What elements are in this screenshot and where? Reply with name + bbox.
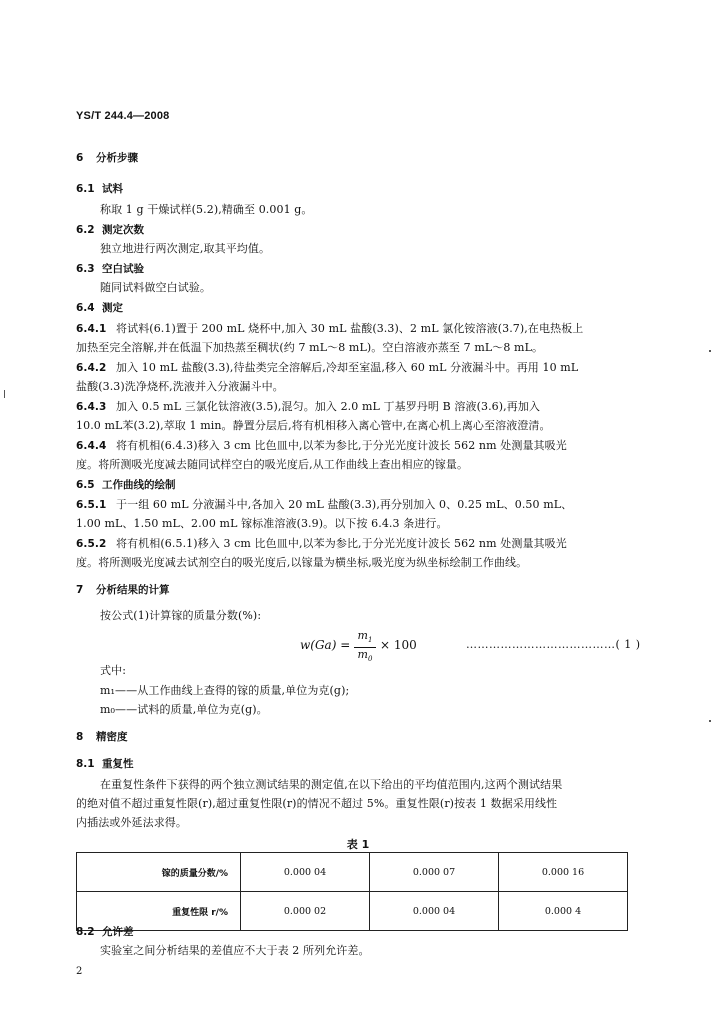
section-number: 8.2	[76, 926, 95, 938]
section-number: 6.2	[76, 224, 95, 236]
numerator-symbol: m	[357, 629, 368, 642]
section-6-4-2-line-1	[76, 361, 578, 375]
section-number: 6.1	[76, 183, 95, 195]
section-number: 6.4.2	[76, 362, 107, 374]
section-6-5-heading	[76, 478, 176, 492]
section-title: 精密度	[96, 731, 128, 743]
section-6-5-2-line-1	[76, 537, 567, 551]
table-cell: 0.000 4	[499, 892, 628, 931]
section-6-2-text: 独立地进行两次测定,取其平均值。	[100, 242, 271, 255]
section-8-2-text: 实验室之间分析结果的差值应不大于表 2 所列允许差。	[100, 944, 370, 957]
section-title: 分析结果的计算	[96, 584, 170, 596]
section-6-4-3-line-1	[76, 400, 540, 414]
paragraph-text: 加入 10 mL 盐酸(3.3),待盐类完全溶解后,冷却至室温,移入 60 mL 分液漏斗中。再用 10 mL	[116, 361, 579, 374]
formula-rhs: × 100	[380, 638, 417, 652]
denominator-subscript: 0	[367, 655, 373, 664]
section-title: 测定次数	[102, 224, 144, 236]
section-6-4-2-line-2: 盐酸(3.3)洗净烧杯,洗液并入分液漏斗中。	[76, 380, 284, 393]
section-title: 允许差	[102, 926, 134, 938]
paragraph-text: 加入 0.5 mL 三氯化钛溶液(3.5),混匀。加入 2.0 mL 丁基罗丹明 B 溶液(3.6),再加入	[116, 400, 541, 413]
section-title: 测定	[102, 302, 123, 314]
section-number: 6.4.3	[76, 401, 107, 413]
section-6-3-text: 随同试料做空白试验。	[100, 281, 211, 294]
section-number: 6	[76, 152, 84, 164]
section-number: 8.1	[76, 758, 95, 770]
table-cell: 0.000 02	[241, 892, 370, 931]
section-title: 分析步骤	[96, 152, 138, 164]
table-cell: 0.000 16	[499, 853, 628, 892]
section-number: 8	[76, 731, 84, 743]
section-8-1-heading	[76, 757, 134, 771]
formula-lhs: w(Ga) =	[300, 638, 351, 652]
table-row	[77, 853, 628, 892]
scan-speck	[4, 390, 5, 398]
table-cell: 0.000 07	[370, 853, 499, 892]
section-8-2-heading	[76, 925, 134, 939]
section-6-4-1-line-2: 加热至完全溶解,并在低温下加热蒸至稠状(约 7 mL～8 mL)。空白溶液亦蒸至 7 mL～8 mL。	[76, 341, 544, 354]
page-number: 2	[76, 966, 83, 977]
where-m1: m₁——从工作曲线上查得的镓的质量,单位为克(g);	[100, 684, 350, 697]
section-number: 6.5.1	[76, 499, 107, 511]
section-number: 6.4	[76, 302, 95, 314]
paragraph-text: 将有机相(6.5.1)移入 3 cm 比色皿中,以苯为参比,于分光光度计波长 562 nm 处测量其吸光	[116, 537, 567, 550]
formula-fraction	[354, 630, 376, 665]
denominator-symbol: m	[357, 648, 368, 662]
numerator-subscript: 1	[367, 636, 373, 645]
section-8-1-line-2: 的绝对值不超过重复性限(r),超过重复性限(r)的情况不超过 5%。重复性限(r)按表 1 数据采用线性	[76, 797, 558, 810]
paragraph-text: 于一组 60 mL 分液漏斗中,各加入 20 mL 盐酸(3.3),再分别加入 0、0.25 mL、0.50 mL、	[116, 498, 573, 511]
paragraph-text: 将有机相(6.4.3)移入 3 cm 比色皿中,以苯为参比,于分光光度计波长 562 nm 处测量其吸光	[116, 439, 567, 452]
table-row	[77, 892, 628, 931]
section-6-1-heading	[76, 182, 123, 196]
where-m0: m₀——试料的质量,单位为克(g)。	[100, 703, 268, 716]
section-number: 6.5	[76, 479, 95, 491]
section-6-3-heading	[76, 262, 144, 276]
section-title: 重复性	[102, 758, 134, 770]
section-8-1-line-3: 内插法或外延法求得。	[76, 816, 187, 829]
section-7-heading	[76, 583, 170, 597]
table-1-title: 表 1	[346, 838, 370, 851]
section-6-2-heading	[76, 223, 144, 237]
standard-code: YS/T 244.4—2008	[76, 110, 170, 122]
section-8-heading	[76, 730, 128, 744]
scan-speck	[709, 720, 711, 722]
table-cell: 0.000 04	[241, 853, 370, 892]
table-cell: 0.000 04	[370, 892, 499, 931]
section-6-4-3-line-2: 10.0 mL苯(3.2),萃取 1 min。静置分层后,将有机相移入离心管中,在离心机上离心至溶液澄清。	[76, 419, 551, 432]
section-6-5-1-line-2: 1.00 mL、1.50 mL、2.00 mL 镓标准溶液(3.9)。以下按 6.4.3 条进行。	[76, 517, 448, 530]
section-7-intro: 按公式(1)计算镓的质量分数(%):	[100, 609, 262, 622]
section-6-heading	[76, 151, 138, 165]
section-6-1-text: 称取 1 g 干燥试样(5.2),精确至 0.001 g。	[100, 203, 313, 216]
where-label: 式中:	[100, 664, 127, 677]
section-8-1-line-1: 在重复性条件下获得的两个独立测试结果的测定值,在以下给出的平均值范围内,这两个测试结果	[100, 778, 563, 791]
section-title: 空白试验	[102, 263, 144, 275]
section-6-5-1-line-1	[76, 498, 572, 512]
section-title: 工作曲线的绘制	[102, 479, 176, 491]
section-number: 6.4.1	[76, 323, 107, 335]
formula-numerator	[354, 630, 376, 646]
paragraph-text: 将试料(6.1)置于 200 mL 烧杯中,加入 30 mL 盐酸(3.3)、2 mL 氯化铵溶液(3.7),在电热板上	[116, 322, 584, 335]
section-6-4-4-line-1	[76, 439, 567, 453]
section-title: 试料	[102, 183, 123, 195]
scan-speck	[709, 350, 711, 352]
row-header: 镓的质量分数/%	[77, 853, 241, 892]
section-6-4-1-line-1	[76, 322, 583, 336]
section-number: 6.5.2	[76, 538, 107, 550]
section-number: 7	[76, 584, 84, 596]
section-number: 6.4.4	[76, 440, 107, 452]
section-6-5-2-line-2: 度。将所测吸光度减去试剂空白的吸光度后,以镓量为横坐标,吸光度为纵坐标绘制工作曲线。	[76, 556, 528, 569]
section-6-4-4-line-2: 度。将所测吸光度减去随同试样空白的吸光度后,从工作曲线上查出相应的镓量。	[76, 458, 469, 471]
section-6-4-heading	[76, 301, 123, 315]
formula-denominator	[354, 649, 376, 665]
section-number: 6.3	[76, 263, 95, 275]
row-header: 重复性限 r/%	[77, 892, 241, 931]
equation-number: …………………………………( 1 )	[466, 638, 641, 651]
table-1	[76, 852, 628, 931]
